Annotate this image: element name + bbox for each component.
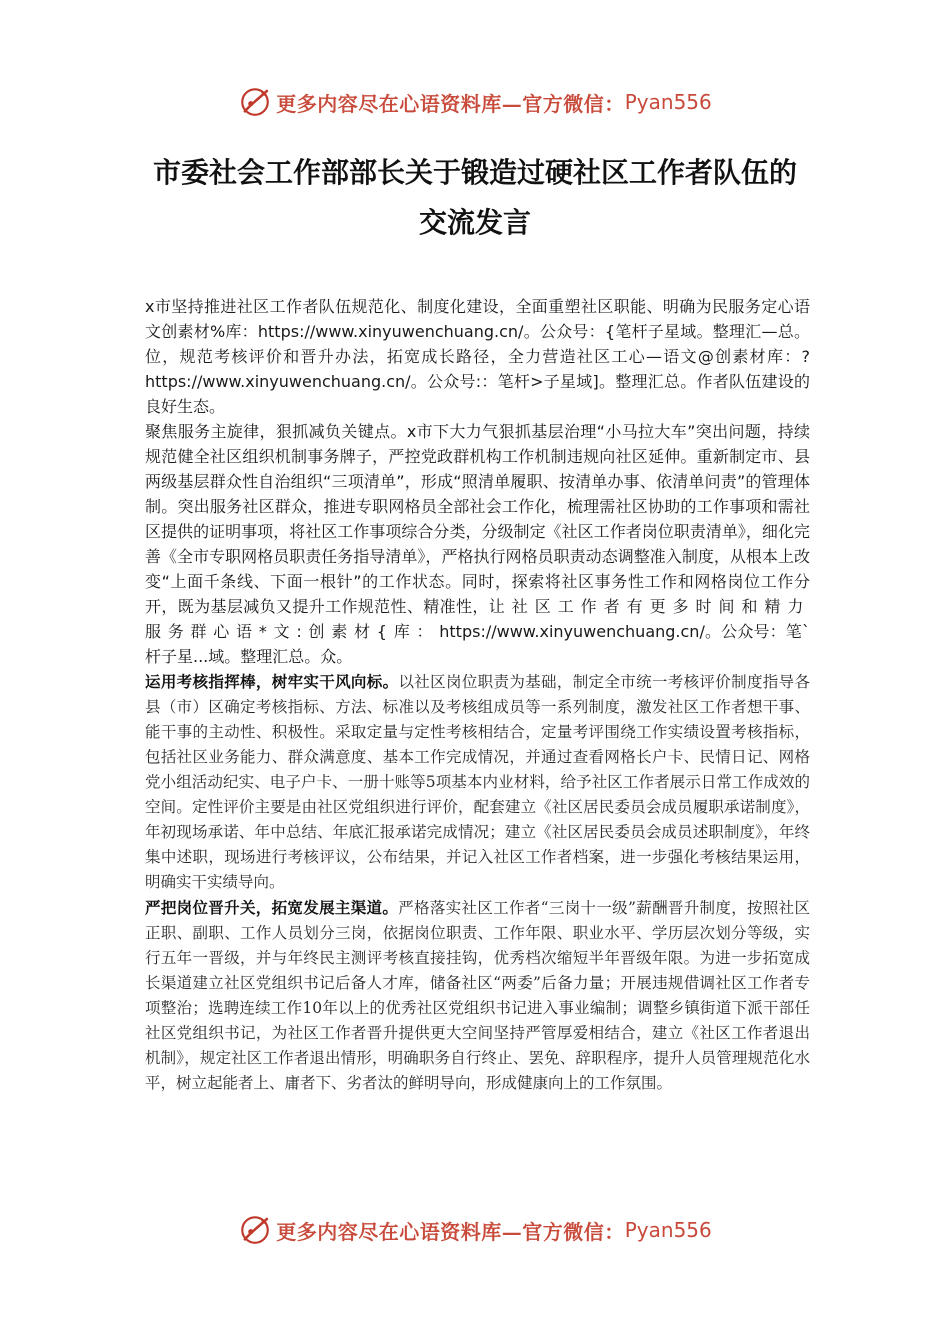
- section-2-body: 以社区岗位职责为基础，制定全市统一考核评价制度指导各县（市）区确定考核指标、方法、标准以及考核组成员等一系列制度，激发社区工作者想干事、能干事的主动性、积极性。采取定量与定性考核相结合，定量考评围绕工作实绩设置考核指标，包括社区业务能力、群众满意度、基本工作完成情况，并通过查看网格长户卡、民情日记、网格党小组活动纪实、电子户卡、一册十账等5项基本内业材料，给予社区工作者展示日常工作成效的空间。定性评价主要是由社区党组织进行评价，配套建立《社区居民委员会成员履职承诺制度》，年初现场承诺、年中总结、年底汇报承诺完成情况；建立《社区居民委员会成员述职制度》，年终集中述职，现场进行考核评议，公布结果，并记入社区工作者档案，进一步强化考核结果运用，明确实干实绩导向。: [145, 673, 810, 891]
- banner-wechat-id: Pyan556: [624, 90, 712, 114]
- title-line-1: 市委社会工作部部长关于锻造过硬社区工作者队伍的: [152, 156, 797, 189]
- section-3-lead: 严把岗位晋升关，拓宽发展主渠道。: [145, 898, 399, 917]
- logo-icon: [238, 85, 272, 119]
- document-body: [145, 294, 810, 1096]
- banner-text: 更多内容尽在心语资料库—官方微信：: [276, 1219, 625, 1244]
- title-line-2: 交流发言: [418, 206, 531, 239]
- section-2-lead: 运用考核指挥棒，树牢实干风向标。: [145, 672, 399, 691]
- section-2-paragraph: [145, 669, 810, 895]
- section-3-paragraph: [145, 895, 810, 1096]
- section-1-end: www.xinyuwenchuang.cn/。公众号：笔`杆子星...域。整理汇总。众。: [145, 622, 810, 666]
- section-1-main: 聚焦服务主旋律，狠抓减负关键点。x市下大力气狠抓基层治理“小马拉大车”突出问题，持续规范健全社区组织机制事务牌子，严控党政群机构工作机制违规向社区延伸。重新制定市、县两级基层群众性自治组织“三项清单”，形成“照清单履职、按清单办事、依清单问责”的管理体制。突出服务社区群众，推进专职网格员全部社会工作化，梳理需社区协助的工作事项和需社区提供的证明事项，将社区工作事项综合分类，分级制定《社区工作者岗位职责清单》，细化完善《全市专职网格员职责任务指导清单》，严格执行网格员职责动态调整准入制度，从根本上改变“上面千条线、下面一根针”的工作状态。同时，探索将社区事务性工作和网格岗位工作分开，既为基层减负又提升工作规范性、精准性，: [145, 422, 810, 616]
- section-1-paragraph: [145, 419, 810, 669]
- footer-banner: [0, 1210, 950, 1250]
- banner-text: 更多内容尽在心语资料库—官方微信：: [276, 91, 625, 116]
- section-1-spaced-text: 让社区工作者有更多时间和精力服务群心语*文:创素材{库：: [145, 597, 810, 641]
- section-3-body: 严格落实社区工作者“三岗十一级”薪酬晋升制度，按照社区正职、副职、工作人员划分三岗，依据岗位职责、工作年限、职业水平、学历层次划分等级，实行五年一晋级，并与年终民主测评考核直接挂钩，优秀档次缩短半年晋级年限。为进一步拓宽成长渠道建立社区党组织书记后备人才库，储备社区“两委”后备力量；开展违规借调社区工作者专项整治；选聘连续工作10年以上的优秀社区党组织书记进入事业编制；调整乡镇街道下派干部任社区党组织书记，为社区工作者晋升提供更大空间坚持严管厚爱相结合，建立《社区工作者退出机制》，规定社区工作者退出情形，明确职务自行终止、罢免、辞职程序，提升人员管理规范化水平，树立起能者上、庸者下、劣者汰的鲜明导向，形成健康向上的工作氛围。: [145, 899, 810, 1092]
- page-title: [100, 148, 850, 248]
- header-banner: [0, 82, 950, 122]
- section-1-url: https://: [439, 622, 497, 641]
- intro-paragraph: x市坚持推进社区工作者队伍规范化、制度化建设，全面重塑社区职能、明确为民服务定心语文创素材%库：https://www.xinyuwenchuang.cn/。公众号：{笔杆子星域。整理汇—总。位，规范考核评价和晋升办法，拓宽成长路径，全力营造社区工心—语文@创素材库：?https://www.xinyuwenchuang.cn/。公众号:：笔杆>子星域]。整理汇总。作者队伍建设的良好生态。: [145, 297, 810, 416]
- banner-wechat-id: Pyan556: [624, 1218, 712, 1242]
- logo-icon: [238, 1213, 272, 1247]
